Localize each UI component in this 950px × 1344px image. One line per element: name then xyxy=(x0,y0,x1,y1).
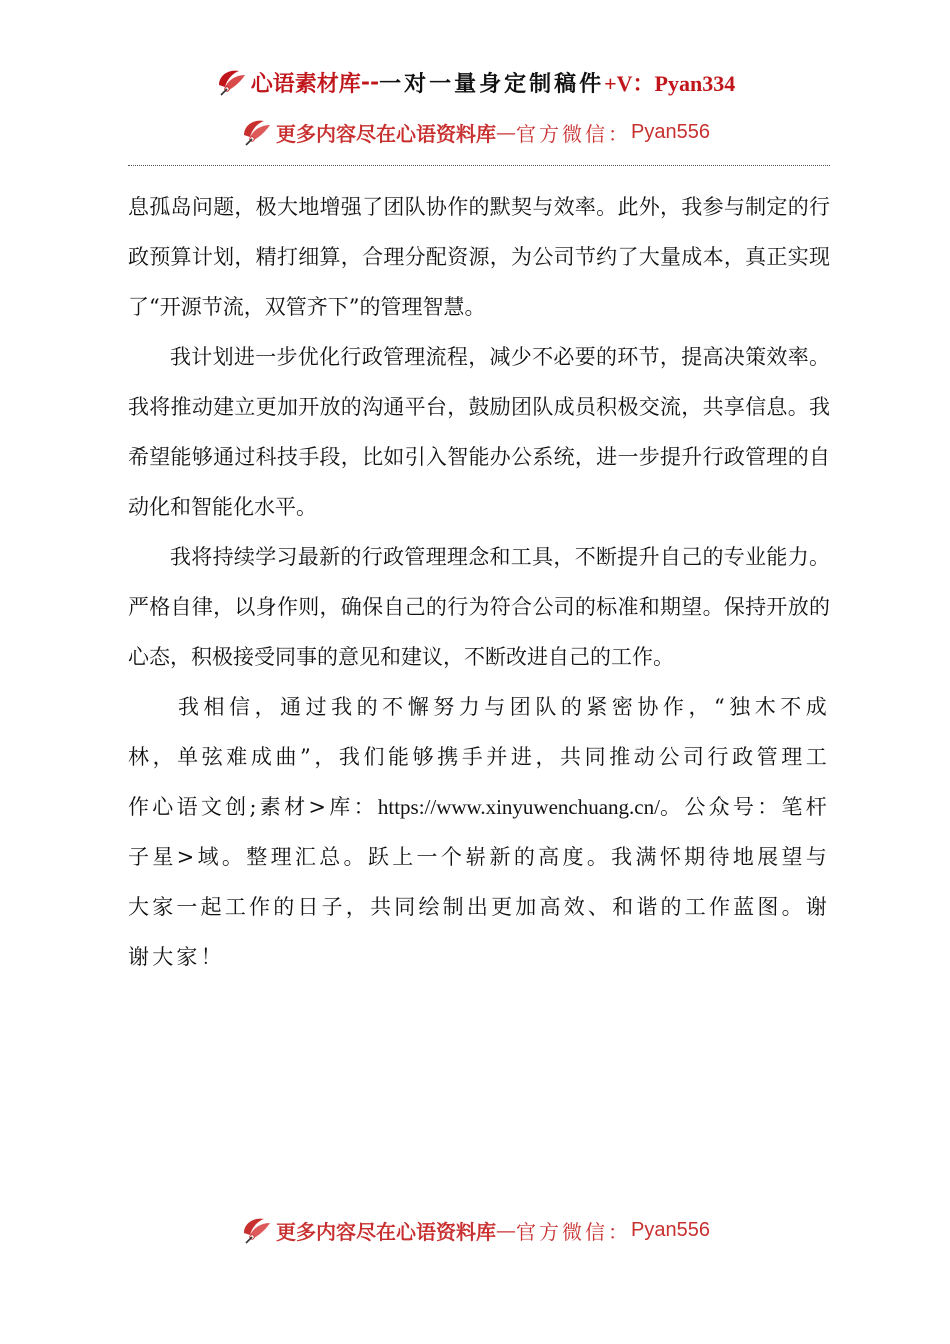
wechat-label: 官方微信： xyxy=(516,121,632,146)
closing-text-part1: 我相信，通过我的不懈努力与团队的紧密协作，“独木不成林，单弦难成曲”，我们能够携手并进，共同推动公司行政管理工作心语文创;素材>库： xyxy=(128,695,830,819)
brand-line-dash: — xyxy=(496,120,517,144)
pen-nib-logo-icon xyxy=(215,65,249,99)
header-slogan: 一对一量身定制稿件 xyxy=(379,70,605,97)
footer-wechat-label: 官方微信： xyxy=(516,1219,632,1244)
brand-line-text: 更多内容尽在心语资料库 xyxy=(276,121,497,146)
header-separator: -- xyxy=(360,69,380,95)
closing-text-part2: 。公众号：笔杆子星>域。整理汇总。跃上一个崭新的高度。我满怀期待地展望与大家一起工作的日子，共同绘制出更加高效、和谐的工作蓝图。谢谢大家！ xyxy=(128,795,830,969)
paragraph: 我计划进一步优化行政管理流程，减少不必要的环节，提高决策效率。我将推动建立更加开放的沟通平台，鼓励团队成员积极交流，共享信息。我希望能够通过科技手段，比如引入智能办公系统，进一步提升行政管理的自动化和智能化水平。 xyxy=(128,345,830,519)
wechat-id: Pyan556 xyxy=(631,120,710,143)
paragraph-continued: 息孤岛问题，极大地增强了团队协作的默契与效率。此外，我参与制定的行政预算计划，精打细算，合理分配资源，为公司节约了大量成本，真正实现了“开源节流，双管齐下”的管理智慧。 xyxy=(128,195,830,319)
header-contact: +V：Pyan334 xyxy=(604,70,736,96)
brand-name: 心语素材库 xyxy=(250,70,361,97)
header-slogan-line xyxy=(0,62,950,102)
footer-brand-dash: — xyxy=(496,1218,517,1242)
header-brand-line xyxy=(0,112,950,152)
footer-brand-line xyxy=(0,1210,950,1250)
closing-paragraph xyxy=(128,682,830,982)
document-body xyxy=(128,182,830,982)
footer-brand-text: 更多内容尽在心语资料库 xyxy=(276,1219,497,1244)
footer-wechat-id: Pyan556 xyxy=(631,1218,710,1241)
pen-nib-logo-icon xyxy=(240,115,274,149)
paragraph: 我将持续学习最新的行政管理理念和工具，不断提升自己的专业能力。严格自律，以身作则，确保自己的行为符合公司的标准和期望。保持开放的心态，积极接受同事的意见和建议，不断改进自己的工作。 xyxy=(128,545,830,669)
website-url: https://www.xinyuwenchuang.cn/ xyxy=(377,795,660,819)
pen-nib-logo-icon xyxy=(240,1213,274,1247)
header-divider xyxy=(128,165,830,166)
